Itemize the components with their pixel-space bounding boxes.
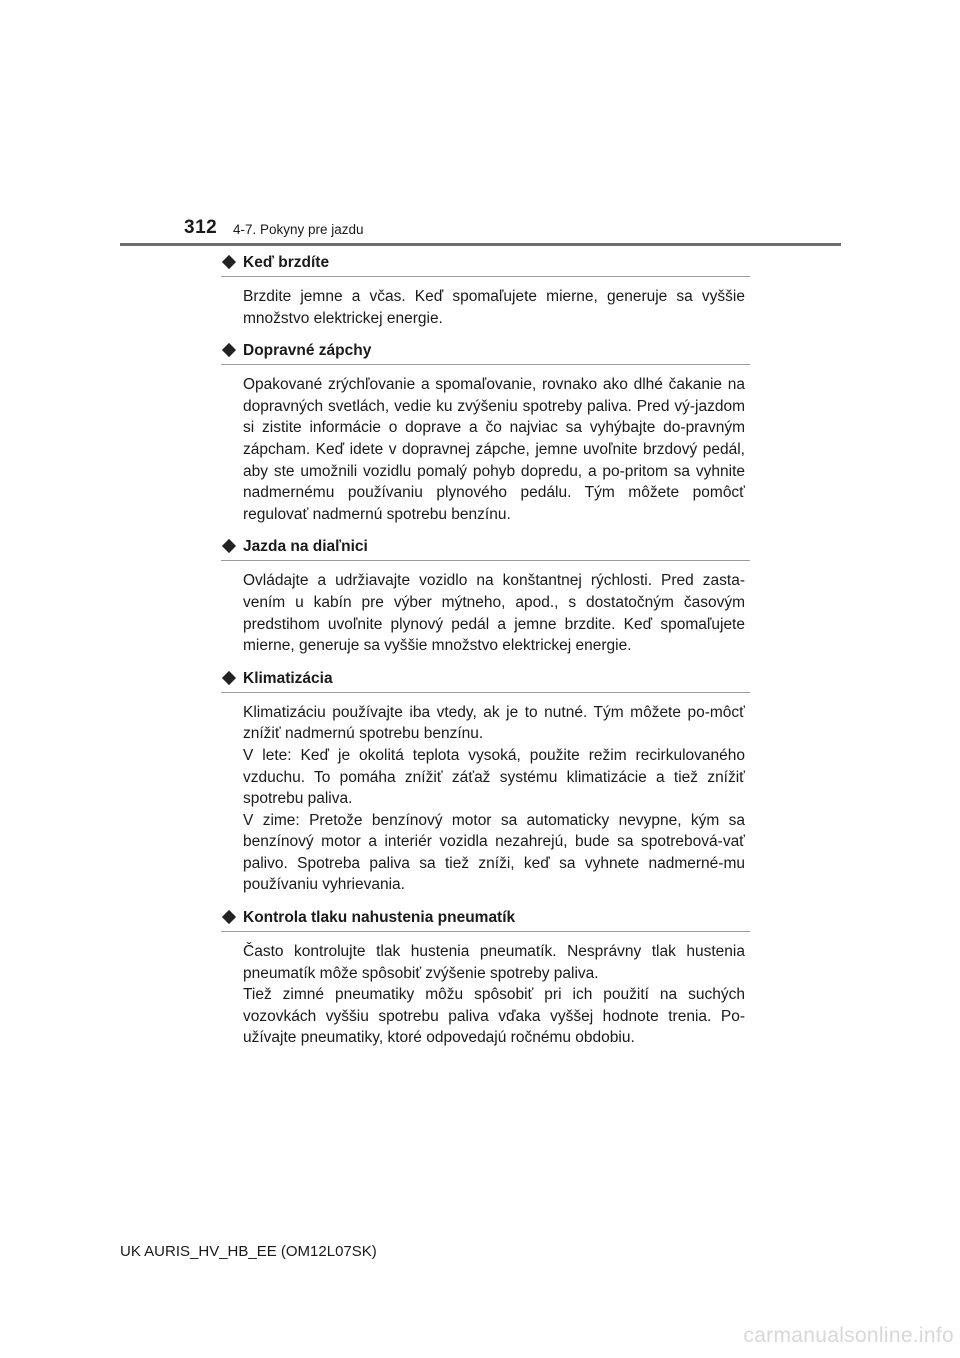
diamond-bullet-icon (222, 910, 236, 924)
page-header (0, 0, 960, 250)
watermark: carmanualsonline.info (743, 1324, 954, 1347)
page-content (221, 252, 750, 1060)
diamond-bullet-icon (222, 539, 236, 553)
section-body (243, 374, 745, 525)
section-title: Dopravné zápchy (243, 342, 372, 360)
paragraph: V lete: Keď je okolitá teplota vysoká, použite režim recirkulovaného vzduchu. To pomáha znížiť záťaž systému klimatizácie a tiež znížiť spotrebu paliva. (243, 746, 745, 808)
footer-document-code: UK AURIS_HV_HB_EE (OM12L07SK) (120, 1243, 377, 1260)
section-title: Kontrola tlaku nahustenia pneumatík (243, 909, 516, 927)
diamond-bullet-icon (222, 255, 236, 269)
paragraph: Ovládajte a udržiavajte vozidlo na konštantnej rýchlosti. Pred zasta-vením u kabín pre výber mýtneho, apod., s dostatočným časovým predstihom uvoľnite plynový pedál a jemne brzdite. Keď spomaľujete mierne, generuje sa vyššie množstvo elektrickej energie. (243, 572, 745, 655)
chapter-label: 4-7. Pokyny pre jazdu (233, 222, 364, 237)
paragraph: Tiež zimné pneumatiky môžu spôsobiť pri ich použití na suchých vozovkách vyššiu spotrebu paliva vďaka vyššej hodnote trenia. Po-užívajte pneumatiky, ktoré odpovedajú ročnému obdobiu. (243, 986, 745, 1047)
page-number: 312 (184, 217, 218, 238)
section-air-conditioning (221, 668, 750, 896)
section-heading (221, 668, 750, 693)
section-title: Klimatizácia (243, 669, 333, 687)
section-heading (221, 536, 750, 561)
section-braking (221, 252, 750, 329)
section-title: Keď brzdíte (243, 254, 330, 271)
header-rule (120, 243, 841, 246)
section-body (243, 286, 745, 329)
paragraph: Brzdite jemne a včas. Keď spomaľujete mierne, generuje sa vyššie množstvo elektrickej energie. (243, 288, 745, 327)
section-heading (221, 252, 750, 277)
section-body (243, 570, 745, 656)
section-body (243, 702, 745, 896)
paragraph: Často kontrolujte tlak hustenia pneumatík. Nesprávny tlak hustenia pneumatík môže spôsobiť zvýšenie spotreby paliva. (243, 943, 745, 982)
section-body (243, 941, 745, 1049)
section-heading (221, 340, 750, 365)
section-heading (221, 907, 750, 932)
section-title: Jazda na diaľnici (243, 538, 368, 556)
diamond-bullet-icon (222, 343, 236, 357)
section-highway-driving (221, 536, 750, 656)
section-tire-pressure (221, 907, 750, 1049)
section-traffic-jams (221, 340, 750, 525)
paragraph: Opakované zrýchľovanie a spomaľovanie, rovnako ako dlhé čakanie na dopravných svetlách, vedie ku zvýšeniu spotreby paliva. Pred vý-jazdom si zistite informácie o doprave a čo najviac sa vyhýbajte do-pravným zápcham. Keď idete v dopravnej zápche, jemne uvoľnite brzdový pedál, aby ste umožnili vozidlu pomalý pohyb dopredu, a po-pritom sa vyhnite nadmernému používaniu plynového pedálu. Tým môžete pomôcť regulovať nadmernú spotrebu benzínu. (243, 376, 745, 523)
paragraph: Klimatizáciu používajte iba vtedy, ak je to nutné. Tým môžete po-môcť znížiť nadmernú spotrebu benzínu. (243, 703, 745, 743)
paragraph: V zime: Pretože benzínový motor sa automaticky nevypne, kým sa benzínový motor a interiér vozidla nezahrejú, bude sa spotrebová-vať palivo. Spotreba paliva sa tiež zníži, keď sa vyhnete nadmerné-mu používaniu vyhrievania. (243, 811, 745, 894)
diamond-bullet-icon (222, 671, 236, 685)
